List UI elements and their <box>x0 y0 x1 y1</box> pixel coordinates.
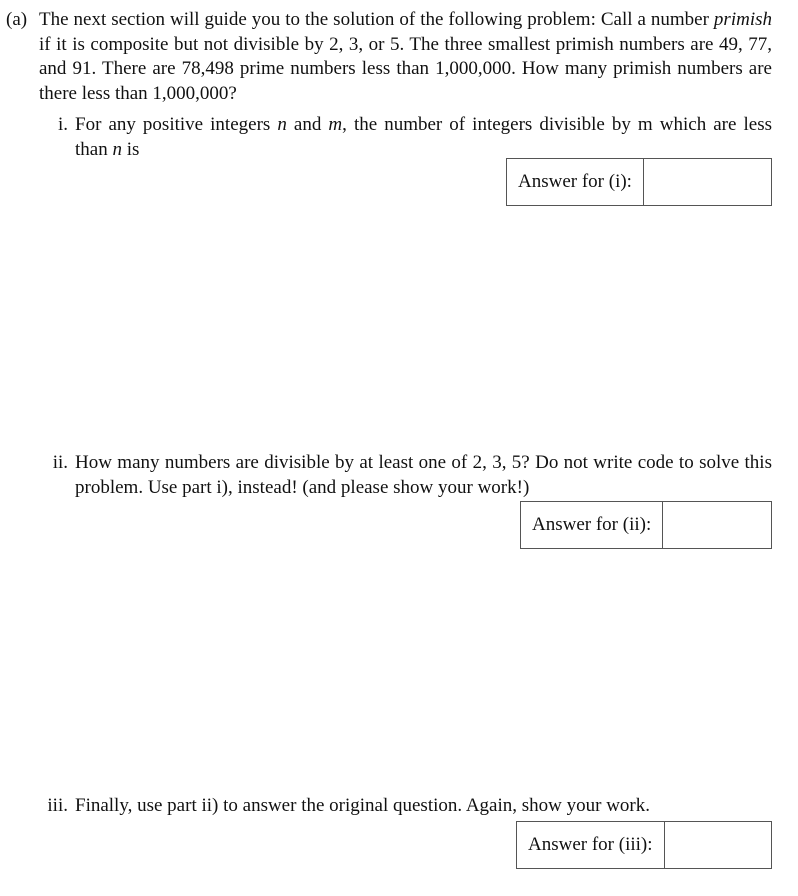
question-i-text <box>75 113 772 162</box>
part-a-label: (a) <box>6 9 28 30</box>
answer-input-iii[interactable] <box>665 822 798 868</box>
var-n-2: n <box>112 138 122 160</box>
answer-label-i: Answer for (i): <box>507 159 644 205</box>
question-ii-text: How many numbers are divisible by at least one of 2, 3, 5? Do not write code to solve this problem. Use part i), instead! (and please show your work!) <box>75 452 772 498</box>
var-m: m <box>328 114 343 135</box>
part-a-text-1: The next section will guide you to the solution of the following problem: Call a number <box>39 9 714 30</box>
question-i-text-2: and <box>286 114 329 135</box>
question-ii <box>0 451 772 500</box>
question-iii <box>0 794 772 819</box>
part-a-text-2: if it is composite but not divisible by 2, 3, or 5. The three smallest primish numbers are 49, 77, and 91. There are 78,498 prime numbers less than 1,000,000. How many primish numbers are there less than 1,000,000? <box>39 33 772 104</box>
answer-input-ii[interactable] <box>663 502 798 548</box>
part-a-text <box>39 8 772 106</box>
question-i-text-1: For any positive integers <box>75 114 278 135</box>
answer-box-iii <box>516 821 772 869</box>
answer-label-iii: Answer for (iii): <box>517 822 665 868</box>
primish-term: primish <box>713 9 772 30</box>
question-iii-label: iii. <box>47 795 68 816</box>
question-i-text-3: , the number of integers divisible by m which are less than <box>75 114 772 160</box>
answer-box-ii <box>520 501 772 549</box>
answer-input-i[interactable] <box>644 159 798 205</box>
question-i-text-4: is <box>121 138 140 160</box>
answer-box-i <box>506 158 772 206</box>
question-i <box>0 113 772 162</box>
var-n: n <box>277 114 287 135</box>
problem-statement <box>6 8 772 106</box>
question-i-label: i. <box>57 114 68 135</box>
question-iii-text: Finally, use part ii) to answer the original question. Again, show your work. <box>75 795 651 816</box>
answer-label-ii: Answer for (ii): <box>521 502 663 548</box>
question-ii-label: ii. <box>52 452 68 473</box>
